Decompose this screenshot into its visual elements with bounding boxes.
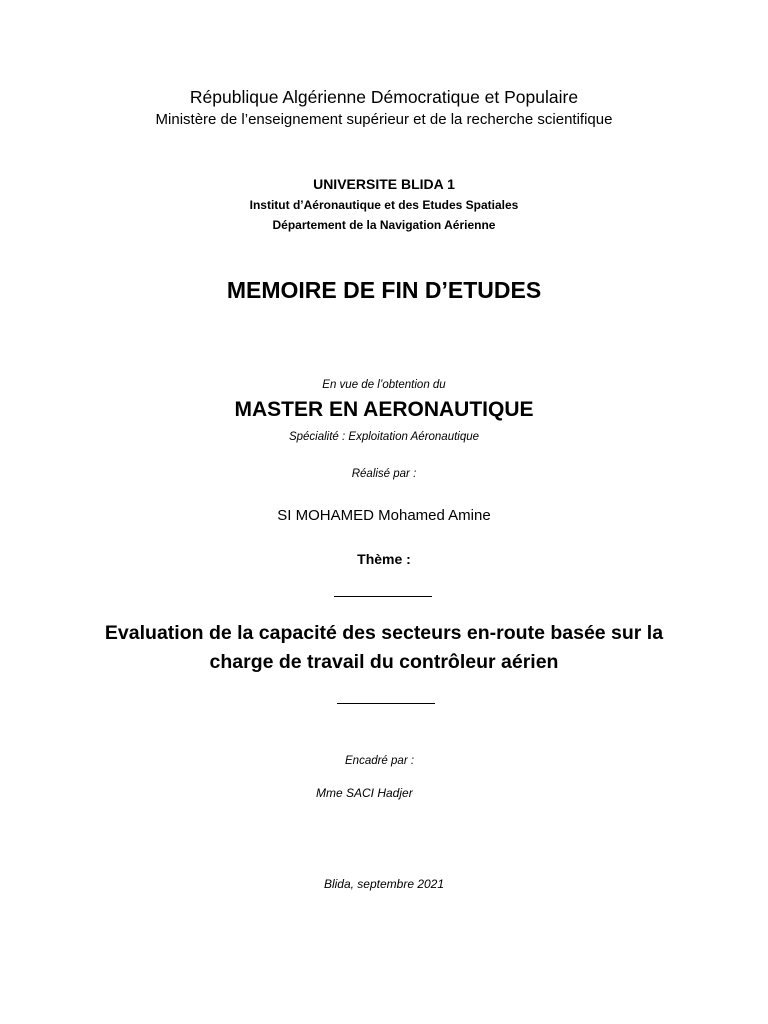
author-name: SI MOHAMED Mohamed Amine bbox=[277, 507, 491, 524]
ministry-heading: Ministère de l’enseignement supérieur et de la recherche scientifique bbox=[155, 111, 613, 128]
supervisor-name: Mme SACI Hadjer bbox=[316, 786, 413, 800]
department-name: Département de la Navigation Aérienne bbox=[272, 218, 496, 232]
document-type-title: MEMOIRE DE FIN D’ETUDES bbox=[226, 277, 542, 303]
theme-label: Thème : bbox=[357, 551, 411, 567]
republic-heading: République Algérienne Démocratique et Populaire bbox=[189, 87, 579, 107]
institute-name: Institut d’Aéronautique et des Etudes Spatiales bbox=[249, 198, 519, 212]
thesis-title-line-1: Evaluation de la capacité des secteurs en-route basée sur la bbox=[104, 622, 664, 644]
thesis-title bbox=[0, 619, 768, 677]
degree-speciality: Spécialité : Exploitation Aéronautique bbox=[288, 431, 480, 443]
university-name: UNIVERSITE BLIDA 1 bbox=[313, 176, 455, 192]
author-label: Réalisé par : bbox=[351, 468, 417, 480]
theme-divider-top bbox=[334, 596, 432, 597]
degree-name: MASTER EN AERONAUTIQUE bbox=[234, 398, 534, 421]
place-date: Blida, septembre 2021 bbox=[323, 877, 445, 891]
supervision-label: Encadré par : bbox=[345, 755, 415, 767]
thesis-title-line-2: charge de travail du contrôleur aérien bbox=[209, 651, 559, 673]
degree-intro: En vue de l’obtention du bbox=[322, 379, 446, 391]
theme-divider-bottom bbox=[337, 703, 435, 704]
